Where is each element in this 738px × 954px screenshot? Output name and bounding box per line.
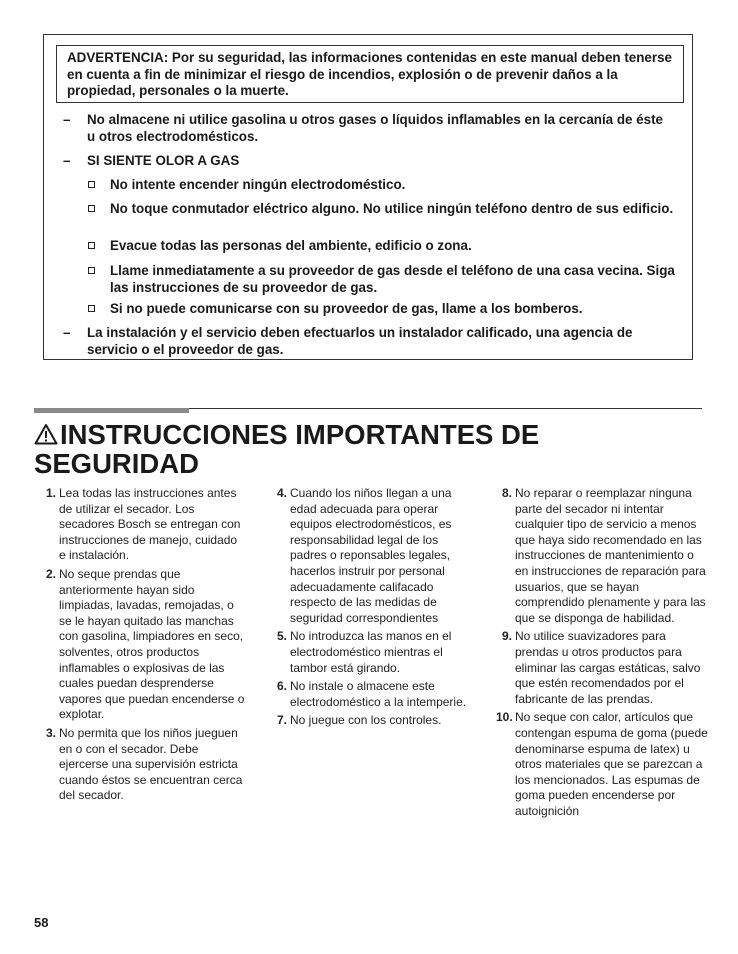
- instruction-number: 6.: [276, 679, 287, 694]
- warning-item-gasoline: [63, 112, 673, 145]
- instruction-number: 7.: [276, 713, 287, 728]
- instruction-number: 1.: [45, 486, 56, 500]
- instruction-number: 8.: [501, 486, 512, 500]
- page-number: 58: [34, 915, 49, 930]
- warning-subitem-text: Llame inmediatamente a su proveedor de gas desde el teléfono de una casa vecina. Siga las instrucciones de su proveedor de gas.: [110, 263, 675, 295]
- instruction-text: No introduzca las manos en el electrodoméstico mientras el tambor está girando.: [290, 629, 452, 675]
- checkbox-bullet-icon: [88, 205, 95, 212]
- instruction-number: 4.: [276, 486, 287, 500]
- instruction-text: No seque prendas que anteriormente hayan sido limpiadas, lavadas, remojadas, o se le hayan quitado las manchas con gasolina, limpiadores en seco, solventes, otros productos inflamables o explosivas de las cuales puedan desprenderse vapores que puedan encenderse o explotar.: [59, 566, 245, 722]
- warning-item-text: La instalación y el servicio deben efectuarlos un instalador calificado, una agencia de servicio o el proveedor de gas.: [87, 325, 633, 357]
- instruction-number: 9.: [501, 629, 512, 644]
- checkbox-bullet-icon: [88, 305, 95, 312]
- instruction-text: No utilice suavizadores para prendas u otros productos para eliminar las cargas estáticas, salvo que estén recomendados por el fabricante de las prendas.: [515, 629, 701, 706]
- instruction-number: 5.: [276, 629, 287, 644]
- section-divider-accent: [34, 408, 189, 413]
- checkbox-bullet-icon: [88, 242, 95, 249]
- warning-subitem-text: Si no puede comunicarse con su proveedor de gas, llame a los bomberos.: [110, 301, 583, 316]
- warning-item-text: SI SIENTE OLOR A GAS: [87, 153, 240, 168]
- warning-item-installation: [63, 325, 673, 358]
- instruction-text: No permita que los niños jueguen en o con el secador. Debe ejercerse una supervisión estricta cuando éstos se encuentran cerca del secador.: [59, 725, 243, 803]
- warning-subitem: [86, 238, 686, 255]
- instructions-column-3: [496, 486, 710, 822]
- warning-subitem-text: Evacue todas las personas del ambiente, edificio o zona.: [110, 238, 472, 253]
- checkbox-bullet-icon: [88, 267, 95, 274]
- warning-subitem-text: No toque conmutador eléctrico alguno. No utilice ningún teléfono dentro de sus edificio.: [110, 201, 674, 216]
- section-title-line1: INSTRUCCIONES IMPORTANTES DE: [60, 419, 540, 450]
- section-title-line2: SEGURIDAD: [34, 448, 200, 479]
- dash-mark: –: [63, 325, 71, 340]
- dash-mark: –: [63, 153, 71, 168]
- warning-subitem: [86, 301, 686, 318]
- instruction-number: 3.: [45, 725, 56, 740]
- checkbox-bullet-icon: [88, 181, 95, 188]
- warning-item-gas-smell: [63, 153, 673, 170]
- section-title: [34, 420, 694, 478]
- instructions-column-1: [40, 486, 245, 807]
- instruction-item: [40, 726, 245, 804]
- warning-subitem: [86, 263, 686, 296]
- instruction-item: [40, 567, 245, 723]
- instructions-column-2: [271, 486, 476, 732]
- warning-box: [43, 34, 693, 360]
- warning-triangle-icon: [34, 423, 58, 445]
- warning-item-text: No almacene ni utilice gasolina u otros gases o líquidos inflamables en la cercanía de éste u otros electrodomésticos.: [87, 112, 663, 144]
- instruction-text: No seque con calor, artículos que contengan espuma de goma (puede denominarse espuma de latex) u otros materiales que se parezcan a los mencionados. Las espumas de goma pueden encenderse por autoignición: [515, 710, 708, 818]
- instruction-text: No juegue con los controles.: [290, 713, 442, 728]
- instruction-item: [40, 486, 245, 564]
- warning-subitem: [86, 177, 686, 194]
- instruction-item: [271, 713, 476, 729]
- warning-subitem-text: No intente encender ningún electrodoméstico.: [110, 177, 406, 192]
- instruction-number: 10.: [496, 710, 513, 725]
- instruction-number: 2.: [45, 566, 56, 581]
- dash-mark: –: [63, 112, 71, 127]
- instruction-text: Lea todas las instrucciones antes de utilizar el secador. Los secadores Bosch se entregan con instrucciones de manejo, cuidado e instalación.: [59, 486, 241, 563]
- instruction-item: [271, 629, 476, 676]
- instruction-text: No instale o almacene este electrodoméstico a la intemperie.: [290, 679, 467, 709]
- instruction-text: Cuando los niños llegan a una edad adecuada para operar equipos electrodomésticos, es responsabilidad legal de los padres o reponsables legales, hacerlos instruir por personal adecuadamente califacado respecto de las medidas de seguridad correspondientes: [290, 486, 452, 625]
- warning-header: ADVERTENCIA: Por su seguridad, las informaciones contenidas en este manual deben tenerse en cuenta a fin de minimizar el riesgo de incendios, explosión o de prevenir daños a la propiedad, personales o la muerte.: [56, 45, 684, 103]
- instruction-text: No reparar o reemplazar ninguna parte del secador ni intentar cualquier tipo de servicio a menos que haya sido recomendado en las instrucciones de mantenimiento o en instrucciones de reparación para usuarios, que se hayan comprendido plenamente y para las que se disponga de habilidad.: [515, 486, 706, 625]
- instruction-item: [496, 710, 710, 819]
- instruction-item: [496, 629, 710, 707]
- warning-subitem: [86, 201, 686, 218]
- instruction-item: [496, 486, 710, 626]
- instruction-item: [271, 486, 476, 626]
- instruction-item: [271, 679, 476, 710]
